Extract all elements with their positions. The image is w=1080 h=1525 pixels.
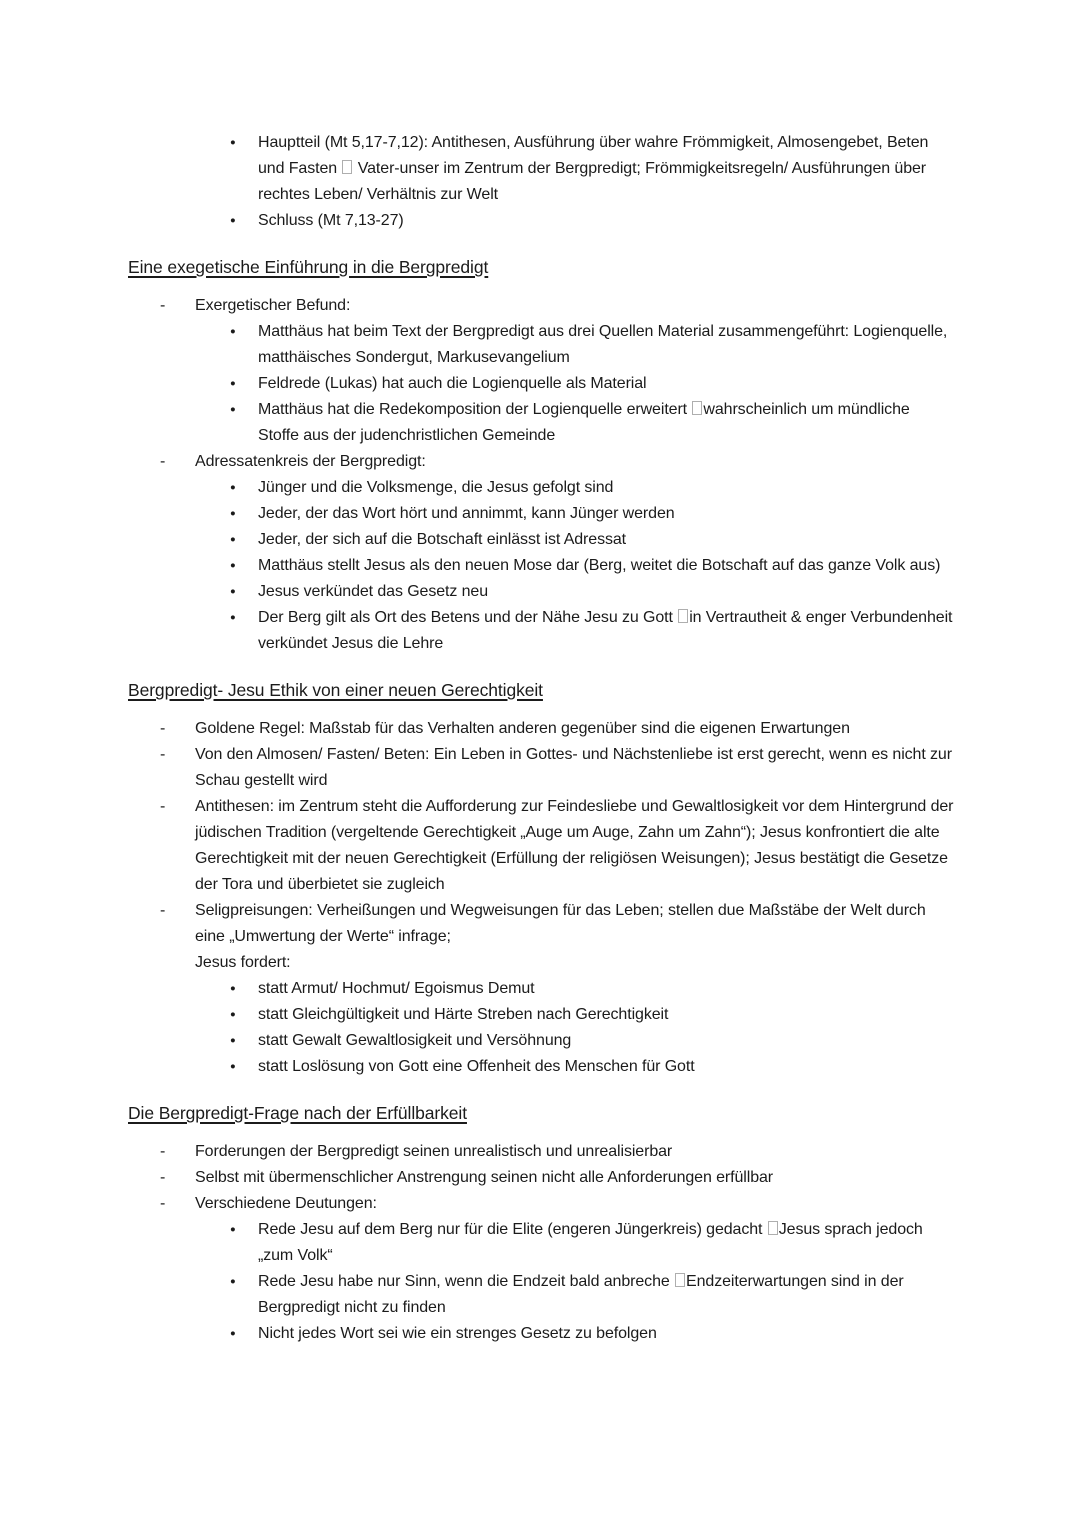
list-item xyxy=(128,293,954,319)
dash-icon xyxy=(160,293,195,319)
bullet-icon xyxy=(230,1002,258,1028)
list-item xyxy=(128,1054,954,1080)
bullet-icon xyxy=(230,1269,258,1295)
list-item xyxy=(128,208,954,234)
list-item xyxy=(128,449,954,475)
list-item xyxy=(128,527,954,553)
list-item-text: Jünger und die Volksmenge, die Jesus gefolgt sind xyxy=(258,479,614,496)
list-item-text: Von den Almosen/ Fasten/ Beten: Ein Leben in Gottes- und Nächstenliebe ist erst gerecht, wenn es nicht zur Schau gestellt wird xyxy=(195,746,952,789)
dash-icon xyxy=(160,1165,195,1191)
list-item-text: Seligpreisungen: Verheißungen und Wegweisungen für das Leben; stellen due Maßstäbe der Welt durch eine „Umwertung der Werte“ infrage; xyxy=(195,902,926,945)
list-item-text: Adressatenkreis der Bergpredigt: xyxy=(195,453,426,470)
dash-icon xyxy=(160,794,195,820)
list-item xyxy=(128,130,954,208)
list-item xyxy=(128,553,954,579)
sub-bullet-list xyxy=(128,475,954,657)
list-item xyxy=(128,475,954,501)
dash-icon xyxy=(160,898,195,924)
missing-glyph-box xyxy=(768,1221,778,1235)
list-item-text: Verschiedene Deutungen: xyxy=(195,1195,377,1212)
bullet-icon xyxy=(230,1217,258,1243)
list-item-text: statt Gleichgültigkeit und Härte Streben nach Gerechtigkeit xyxy=(258,1006,669,1023)
list-item-text: Goldene Regel: Maßstab für das Verhalten anderen gegenüber sind die eigenen Erwartungen xyxy=(195,720,850,737)
list-item xyxy=(128,1217,954,1269)
section-heading: Eine exegetische Einführung in die Bergpredigt xyxy=(128,257,489,277)
sub-bullet-list xyxy=(128,319,954,449)
list-item xyxy=(128,1321,954,1347)
list-item-text: Antithesen: im Zentrum steht die Aufforderung zur Feindesliebe und Gewaltlosigkeit vor dem Hintergrund der jüdischen Tradition (vergeltende Gerechtigkeit „Auge um Auge, Zahn um Zahn“); Jesus konfrontiert die alte Gerechtigkeit mit der neuen Gerechtigkeit (Erfüllung der religiösen Weisungen); Jesus bestätigt die Gesetze der Tora und überbietet sie zugleich xyxy=(195,798,954,893)
bullet-icon xyxy=(230,397,258,423)
list-item xyxy=(128,397,954,449)
bullet-icon xyxy=(230,553,258,579)
list-item xyxy=(128,1028,954,1054)
list-item-text: Der Berg gilt als Ort des Betens und der Nähe Jesu zu Gott in Vertrautheit & enger Verbundenheit verkündet Jesus die Lehre xyxy=(258,609,953,652)
section-heading: Bergpredigt- Jesu Ethik von einer neuen Gerechtigkeit xyxy=(128,680,543,700)
list-item-text: Matthäus hat die Redekomposition der Logienquelle erweitert wahrscheinlich um mündliche Stoffe aus der judenchristlichen Gemeinde xyxy=(258,401,910,444)
bullet-icon xyxy=(230,501,258,527)
list-item xyxy=(128,976,954,1002)
bullet-icon xyxy=(230,208,258,234)
bullet-icon xyxy=(230,605,258,631)
list-item xyxy=(128,605,954,657)
bullet-icon xyxy=(230,130,258,156)
list-item-text: Rede Jesu auf dem Berg nur für die Elite (engeren Jüngerkreis) gedacht Jesus sprach jedoch „zum Volk“ xyxy=(258,1221,923,1264)
bullet-icon xyxy=(230,1028,258,1054)
bullet-icon xyxy=(230,371,258,397)
bullet-icon xyxy=(230,1054,258,1080)
list-item-text: Matthäus hat beim Text der Bergpredigt aus drei Quellen Material zusammengeführt: Logienquelle, matthäisches Sondergut, Markusevangelium xyxy=(258,323,948,366)
list-item xyxy=(128,1191,954,1217)
list-item-text: Matthäus stellt Jesus als den neuen Mose dar (Berg, weitet die Botschaft auf das ganze Volk aus) xyxy=(258,557,941,574)
sub-bullet-list xyxy=(128,1217,954,1347)
list-item-text: Exergetischer Befund: xyxy=(195,297,351,314)
bullet-icon xyxy=(230,527,258,553)
list-item xyxy=(128,898,954,976)
list-item xyxy=(128,501,954,527)
list-item-text: Jeder, der das Wort hört und annimmt, kann Jünger werden xyxy=(258,505,675,522)
list-item-text: Nicht jedes Wort sei wie ein strenges Gesetz zu befolgen xyxy=(258,1325,657,1342)
list-item xyxy=(128,1165,954,1191)
list-item xyxy=(128,1002,954,1028)
section-heading: Die Bergpredigt-Frage nach der Erfüllbarkeit xyxy=(128,1103,467,1123)
list-item xyxy=(128,319,954,371)
list-item-text: statt Armut/ Hochmut/ Egoismus Demut xyxy=(258,980,535,997)
list-item-text: Schluss (Mt 7,13-27) xyxy=(258,212,404,229)
list-item xyxy=(128,579,954,605)
dash-icon xyxy=(160,1139,195,1165)
list-item-text: Jeder, der sich auf die Botschaft einlässt ist Adressat xyxy=(258,531,627,548)
missing-glyph-box xyxy=(675,1273,685,1287)
intro-bullet-list xyxy=(128,130,954,234)
missing-glyph-box xyxy=(678,609,688,623)
list-item-text-group xyxy=(195,898,954,976)
sub-bullet-list xyxy=(128,976,954,1080)
list-item-text: Feldrede (Lukas) hat auch die Logienquelle als Material xyxy=(258,375,647,392)
list-item-text: Rede Jesu habe nur Sinn, wenn die Endzeit bald anbreche Endzeiterwartungen sind in der Bergpredigt nicht zu finden xyxy=(258,1273,904,1316)
list-item-text: Jesus verkündet das Gesetz neu xyxy=(258,583,489,600)
list-item-text: statt Gewalt Gewaltlosigkeit und Versöhnung xyxy=(258,1032,572,1049)
dash-icon xyxy=(160,716,195,742)
dash-icon xyxy=(160,742,195,768)
list-item-text: Selbst mit übermenschlicher Anstrengung seinen nicht alle Anforderungen erfüllbar xyxy=(195,1169,774,1186)
missing-glyph-box xyxy=(342,160,352,174)
list-item xyxy=(128,1269,954,1321)
list-item-text: Hauptteil (Mt 5,17-7,12): Antithesen, Ausführung über wahre Frömmigkeit, Almosengebet, Beten und Fasten Vater-unser im Zentrum der Bergpredigt; Frömmigkeitsregeln/ Ausführungen über rechtes Leben/ Verhältnis zur Welt xyxy=(258,134,929,203)
bullet-icon xyxy=(230,976,258,1002)
missing-glyph-box xyxy=(692,401,702,415)
bullet-icon xyxy=(230,1321,258,1347)
list-item xyxy=(128,1139,954,1165)
list-item xyxy=(128,371,954,397)
list-item xyxy=(128,794,954,898)
dash-icon xyxy=(160,1191,195,1217)
bullet-icon xyxy=(230,475,258,501)
bullet-icon xyxy=(230,319,258,345)
list-item xyxy=(128,716,954,742)
list-item-text: Forderungen der Bergpredigt seinen unrealistisch und unrealisierbar xyxy=(195,1143,673,1160)
bullet-icon xyxy=(230,579,258,605)
dash-icon xyxy=(160,449,195,475)
list-item-text: statt Loslösung von Gott eine Offenheit des Menschen für Gott xyxy=(258,1058,695,1075)
list-item-subline: Jesus fordert: xyxy=(195,954,291,971)
list-item xyxy=(128,742,954,794)
